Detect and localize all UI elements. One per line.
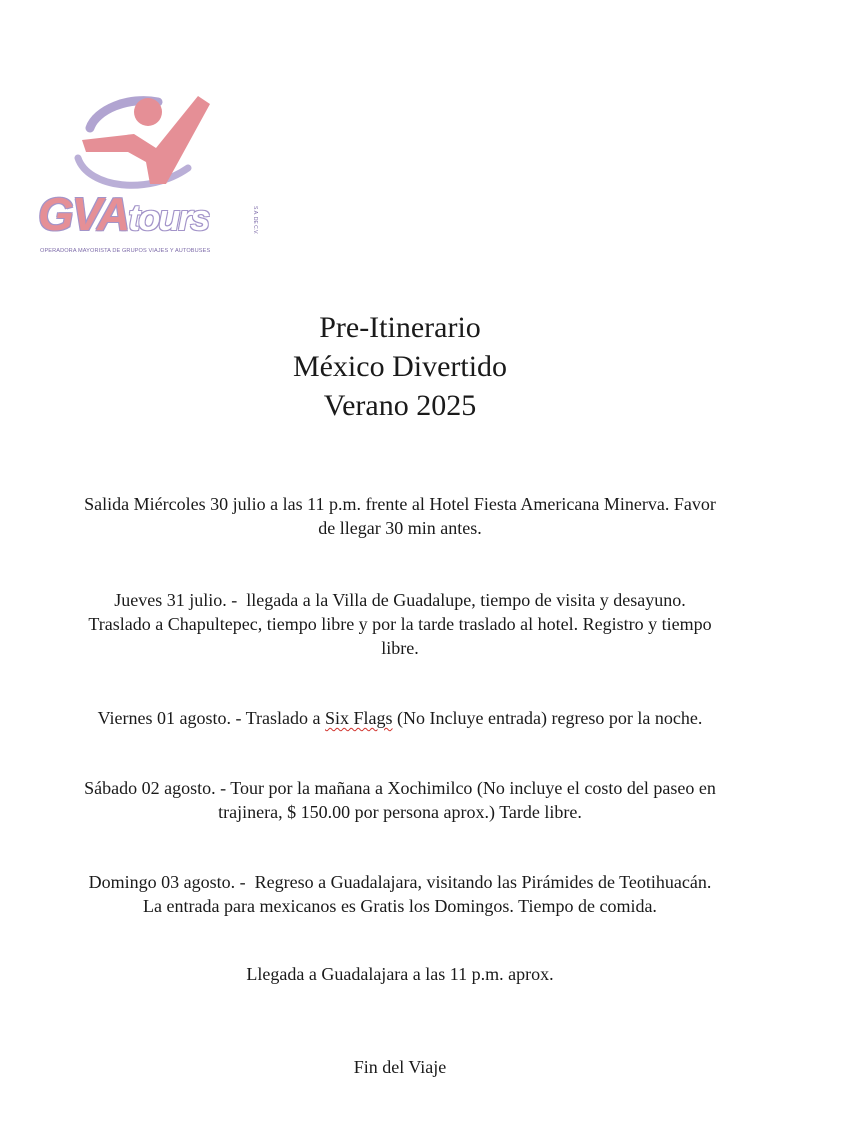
- brand-primary: GVA: [38, 188, 129, 240]
- document-title: [0, 308, 800, 425]
- day4-line-2: La entrada para mexicanos es Gratis los Domingos. Tiempo de comida.: [143, 896, 657, 916]
- legal-suffix: S.A. DE C.V.: [252, 206, 258, 235]
- title-line-2: México Divertido: [292, 350, 508, 383]
- departure-line-1: Salida Miércoles 30 julio a las 11 p.m. frente al Hotel Fiesta Americana Minerva. Favor: [84, 494, 716, 514]
- closing-paragraph: Fin del Viaje: [353, 1057, 447, 1077]
- day2-suffix: (No Incluye entrada) regreso por la noche.: [392, 708, 703, 728]
- brand-tagline: OPERADORA MAYORISTA DE GRUPOS VIAJES Y AUTOBUSES: [40, 248, 211, 254]
- brand-wordmark: [38, 190, 260, 238]
- departure-paragraph: [30, 492, 770, 540]
- day4-line-1: Domingo 03 agosto. - Regreso a Guadalajara, visitando las Pirámides de Teotihuacán.: [88, 872, 712, 892]
- arrival-paragraph: Llegada a Guadalajara a las 11 p.m. aprox.: [246, 964, 554, 984]
- departure-line-2: de llegar 30 min antes.: [318, 518, 482, 538]
- day1-line-1: Jueves 31 julio. - llegada a la Villa de Guadalupe, tiempo de visita y desayuno.: [114, 590, 686, 610]
- traveler-figure-icon: [38, 88, 260, 198]
- title-line-3: Verano 2025: [323, 389, 477, 422]
- company-logo: [38, 88, 260, 263]
- day1-line-2: Traslado a Chapultepec, tiempo libre y por la tarde traslado al hotel. Registro y tiempo: [88, 614, 712, 634]
- day2-paragraph: [30, 706, 770, 730]
- day2-prefix: Viernes 01 agosto. - Traslado a: [97, 708, 325, 728]
- day3-line-1: Sábado 02 agosto. - Tour por la mañana a Xochimilco (No incluye el costo del paseo en: [84, 778, 716, 798]
- day4-paragraph: [30, 870, 770, 918]
- day3-line-2: trajinera, $ 150.00 por persona aprox.) Tarde libre.: [218, 802, 582, 822]
- day2-highlight: Six Flags: [325, 708, 393, 728]
- brand-secondary: tours: [128, 197, 209, 238]
- title-line-1: Pre-Itinerario: [319, 311, 481, 344]
- day1-line-3: libre.: [381, 638, 419, 658]
- day1-paragraph: [30, 588, 770, 660]
- day3-paragraph: [30, 776, 770, 824]
